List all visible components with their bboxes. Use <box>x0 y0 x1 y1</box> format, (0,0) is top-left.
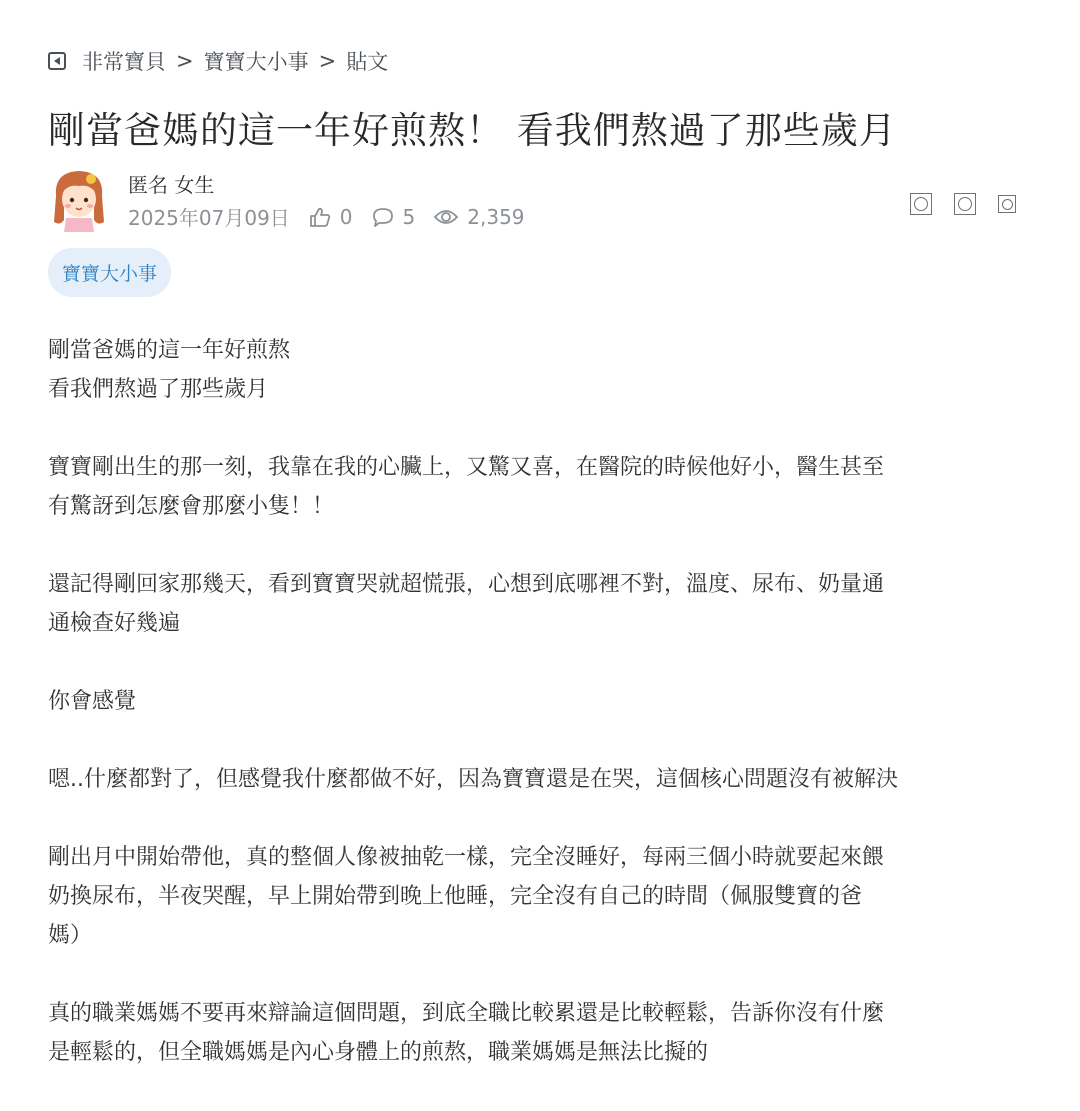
paragraph <box>48 760 1038 799</box>
paragraph <box>48 331 1038 409</box>
back-icon[interactable] <box>48 52 66 70</box>
view-count-value: 2,359 <box>467 204 525 229</box>
paragraph-line: 是輕鬆的，但全職媽媽是內心身體上的煎熬，職業媽媽是無法比擬的 <box>48 1040 709 1065</box>
post-date: 2025年07月09日 <box>128 206 290 230</box>
paragraph-line: 媽） <box>48 923 93 948</box>
like-count-value: 0 <box>339 204 353 229</box>
paragraph-line: 剛當爸媽的這一年好煎熬 <box>48 338 291 363</box>
paragraph-line: 通檢查好幾遍 <box>48 611 181 636</box>
paragraph <box>48 994 1038 1072</box>
paragraph-line: 看我們熬過了那些歲月 <box>48 377 269 402</box>
paragraph-line: 嗯..什麼都對了，但感覺我什麼都做不好，因為寶寶還是在哭，這個核心問題沒有被解決 <box>48 767 898 792</box>
paragraph-line: 有驚訝到怎麼會那麼小隻！！ <box>48 494 335 519</box>
view-count <box>433 205 524 229</box>
share-icon[interactable] <box>910 193 932 215</box>
like-count[interactable] <box>308 205 353 229</box>
more-icon[interactable] <box>998 195 1016 213</box>
breadcrumb-item-post: 貼文 <box>346 50 389 74</box>
paragraph-line: 剛出月中開始帶他，真的整個人像被抽乾一樣，完全沒睡好，每兩三個小時就要起來餵 <box>48 845 885 870</box>
avatar[interactable] <box>50 166 108 232</box>
paragraph-line: 你會感覺 <box>48 689 137 714</box>
paragraph <box>48 838 1038 955</box>
breadcrumb-item-topic[interactable]: 寶寶大小事 <box>203 50 309 74</box>
topic-tag[interactable]: 寶寶大小事 <box>48 248 171 297</box>
bookmark-icon[interactable] <box>954 193 976 215</box>
post-meta <box>128 202 543 231</box>
paragraph <box>48 448 1038 526</box>
paragraph-line: 寶寶剛出生的那一刻，我靠在我的心臟上，又驚又喜，在醫院的時候他好小，醫生甚至 <box>48 455 885 480</box>
post-actions <box>910 193 1016 215</box>
like-icon <box>308 206 332 228</box>
comment-count[interactable] <box>371 205 416 229</box>
paragraph-line: 還記得剛回家那幾天，看到寶寶哭就超慌張，心想到底哪裡不對，溫度、尿布、奶量通 <box>48 572 885 597</box>
paragraph-line: 奶換尿布，半夜哭醒，早上開始帶到晚上他睡，完全沒有自己的時間（佩服雙寶的爸 <box>48 884 863 909</box>
comment-count-value: 5 <box>402 204 416 229</box>
paragraph <box>48 682 1038 721</box>
paragraph <box>48 565 1038 643</box>
breadcrumb-item-board[interactable]: 非常寶貝 <box>82 50 166 74</box>
author-name[interactable]: 匿名 女生 <box>128 173 215 197</box>
comment-icon <box>371 206 395 228</box>
view-icon <box>433 207 459 227</box>
breadcrumb-separator: > <box>176 49 194 73</box>
paragraph-line: 真的職業媽媽不要再來辯論這個問題，到底全職比較累還是比較輕鬆，告訴你沒有什麼 <box>48 1001 885 1026</box>
breadcrumb <box>48 46 388 76</box>
post-body <box>48 331 1038 1111</box>
page-title: 剛當爸媽的這一年好煎熬！ 看我們熬過了那些歲月 <box>48 109 897 152</box>
breadcrumb-separator: > <box>318 49 337 73</box>
